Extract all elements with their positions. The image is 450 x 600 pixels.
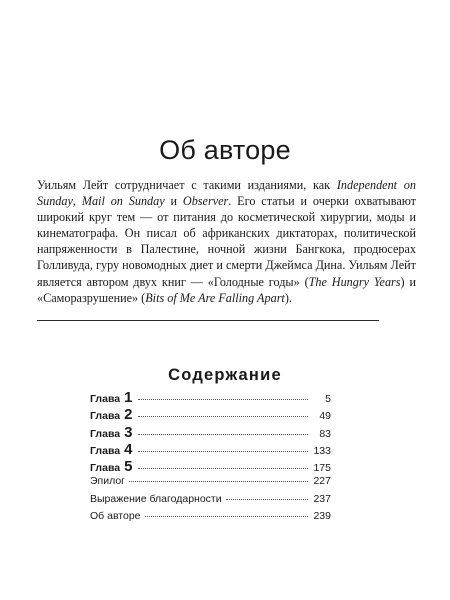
toc-page-number: 133 [313,444,331,457]
italic-title-run: The Hungry Years [308,274,401,289]
toc-entry-title: Эпилог [90,475,126,488]
toc-chapter-number: 5 [124,458,133,476]
section-divider [37,320,379,321]
italic-title-run: Observer [182,194,229,209]
toc-entry-title: Глава [90,393,121,405]
italic-title-run: Bits of Me Are Falling Apart [145,290,285,305]
toc-entry [90,510,331,527]
toc-page-number: 227 [313,475,331,488]
text-run: и [164,194,183,209]
toc-chapter-number: 2 [124,406,133,424]
toc-entry [90,389,331,406]
italic-title-run: Mail on Sunday [81,194,165,209]
toc-entry [90,493,331,510]
toc-page-number: 239 [313,510,331,523]
toc-entry-label [90,441,132,458]
toc-page-number: 237 [313,492,331,505]
toc-entry-title: Глава [90,462,121,475]
toc-entry [90,441,331,458]
toc-entry [90,424,331,441]
toc-page-number: 5 [325,393,331,405]
toc-entry-title: Выражение благодарности [90,492,222,505]
text-run: , [72,194,82,209]
toc-entry-title: Глава [90,444,121,457]
toc-chapter-number: 4 [124,440,133,458]
dot-leader [138,399,308,400]
text-run: Уильям Лейт сотрудничает с такими изданиями, как [37,178,337,192]
toc-page-number: 175 [313,462,331,475]
toc-entry [90,475,331,492]
dot-leader [138,468,308,469]
toc-page-number: 83 [319,427,331,440]
italic-title-run: Independent on Sunday [37,178,416,209]
dot-leader [138,451,308,452]
toc-entry-label [90,510,141,522]
toc-entry [90,406,331,423]
toc-entry-label [90,389,132,406]
table-of-contents [90,389,331,527]
about-author-paragraph [37,177,416,306]
toc-chapter-number: 3 [124,423,133,441]
dot-leader [138,416,308,417]
toc-entry-label [90,406,132,423]
dot-leader [226,499,308,500]
dot-leader [145,516,309,517]
toc-entry-label [90,475,125,487]
toc-entry-label [90,493,222,505]
toc-entry [90,458,331,475]
toc-heading: Содержание [168,366,282,384]
about-author-heading: Об авторе [159,135,291,165]
toc-entry-label [90,424,132,441]
text-run: ) и «Саморазрушение» ( [37,274,416,305]
toc-chapter-number: 1 [124,389,133,406]
text-run: ). [284,290,292,305]
toc-entry-label [90,458,132,475]
dot-leader [129,481,308,482]
toc-entry-title: Глава [90,410,121,423]
toc-page-number: 49 [319,410,331,423]
toc-entry-title: Об авторе [90,510,141,523]
text-run: . Его статьи и очерки охватывают широкий круг тем — от питания до косметической хирургии, моды и кинематографа. Он писал об африканских диктаторах, политической напряженности в Палестине, ночной жизни Бангкока, продюсерах Голливуда, гуру новомодных диет и смерти Джеймса Дина. Уильям Лейт является автором двух книг — «Голодные годы» ( [37,194,417,289]
dot-leader [138,434,308,435]
toc-entry-title: Глава [90,427,121,440]
